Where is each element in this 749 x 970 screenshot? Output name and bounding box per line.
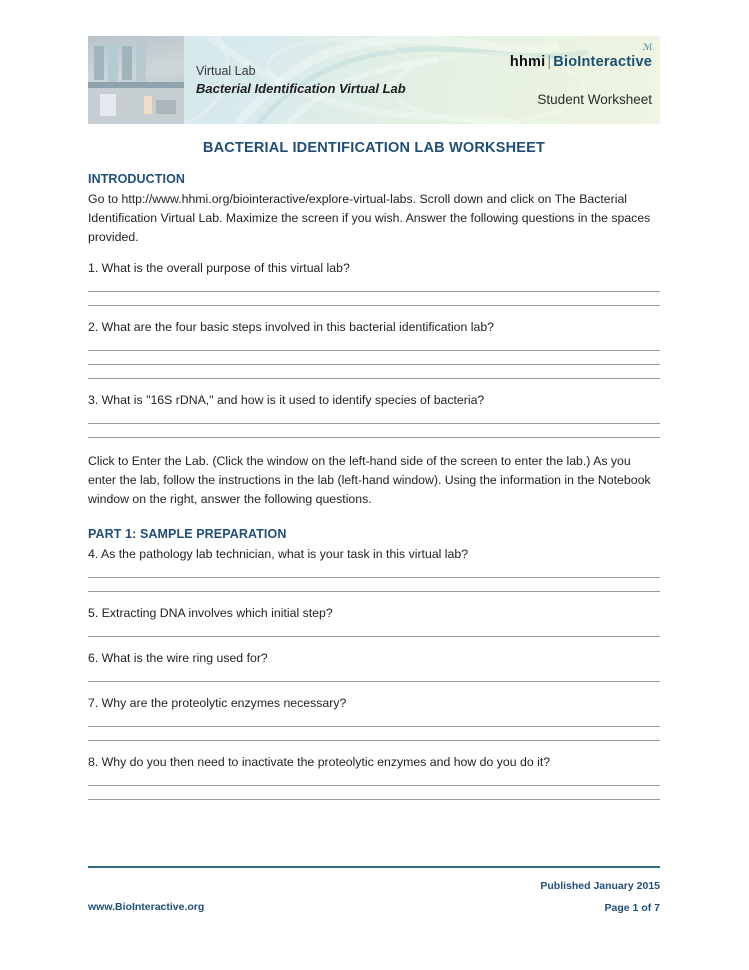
hhmi-wordmark: hhmi [509, 54, 546, 70]
answer-line[interactable] [88, 591, 660, 592]
banner-subtitle: Virtual Lab [196, 64, 256, 78]
page-title: BACTERIAL IDENTIFICATION LAB WORKSHEET [202, 140, 546, 156]
answer-line[interactable] [88, 291, 660, 292]
lab-photo [88, 36, 184, 124]
question-1: 1. What is the overall purpose of this virtual lab? [88, 261, 350, 275]
answer-line[interactable] [88, 785, 660, 786]
document-type-label: Student Worksheet [537, 92, 652, 107]
footer-divider [88, 866, 660, 868]
biointeractive-wordmark: BioInteractive [553, 54, 652, 70]
footer-website-link[interactable]: www.BioInteractive.org [88, 901, 205, 913]
question-6: 6. What is the wire ring used for? [88, 651, 268, 665]
header-banner [88, 36, 660, 124]
answer-line[interactable] [88, 423, 660, 424]
logo-separator: | [547, 54, 552, 70]
answer-line[interactable] [88, 305, 660, 306]
footer-page-number: Page 1 of 7 [604, 902, 660, 914]
answer-line[interactable] [88, 799, 660, 800]
question-8: 8. Why do you then need to inactivate the proteolytic enzymes and how do you do it? [88, 755, 551, 769]
section-heading-part1: PART 1: SAMPLE PREPARATION [88, 527, 287, 541]
section-heading-introduction: INTRODUCTION [88, 172, 186, 186]
hhmi-biointeractive-logo [432, 54, 652, 70]
hhmi-mark-icon: ℳ [642, 42, 652, 52]
banner-brand [432, 54, 652, 70]
worksheet-content [88, 172, 660, 800]
answer-line[interactable] [88, 740, 660, 741]
answer-line[interactable] [88, 364, 660, 365]
answer-line[interactable] [88, 636, 660, 637]
answer-line[interactable] [88, 350, 660, 351]
question-3: 3. What is "16S rDNA," and how is it used to identify species of bacteria? [88, 393, 485, 407]
answer-line[interactable] [88, 378, 660, 379]
question-7: 7. Why are the proteolytic enzymes necessary? [88, 696, 347, 710]
banner-title: Bacterial Identification Virtual Lab [196, 81, 406, 96]
answer-line[interactable] [88, 681, 660, 682]
answer-line[interactable] [88, 726, 660, 727]
question-2: 2. What are the four basic steps involved in this bacterial identification lab? [88, 320, 495, 334]
introduction-paragraph: Go to http://www.hhmi.org/biointeractive/explore-virtual-labs. Scroll down and click on The Bacterial Identification Virtual Lab. Maximize the screen if you wish. Answer the following questions in the spaces provided. [88, 192, 651, 244]
answer-line[interactable] [88, 577, 660, 578]
footer-published-date: Published January 2015 [540, 880, 660, 892]
transition-paragraph: Click to Enter the Lab. (Click the window on the left-hand side of the screen to enter the lab.) As you enter the lab, follow the instructions in the lab (left-hand window). Using the information in the Notebook window on the right, answer the following questions. [88, 454, 651, 506]
question-5: 5. Extracting DNA involves which initial step? [88, 606, 333, 620]
question-4: 4. As the pathology lab technician, what is your task in this virtual lab? [88, 547, 469, 561]
banner-titles [196, 64, 406, 97]
